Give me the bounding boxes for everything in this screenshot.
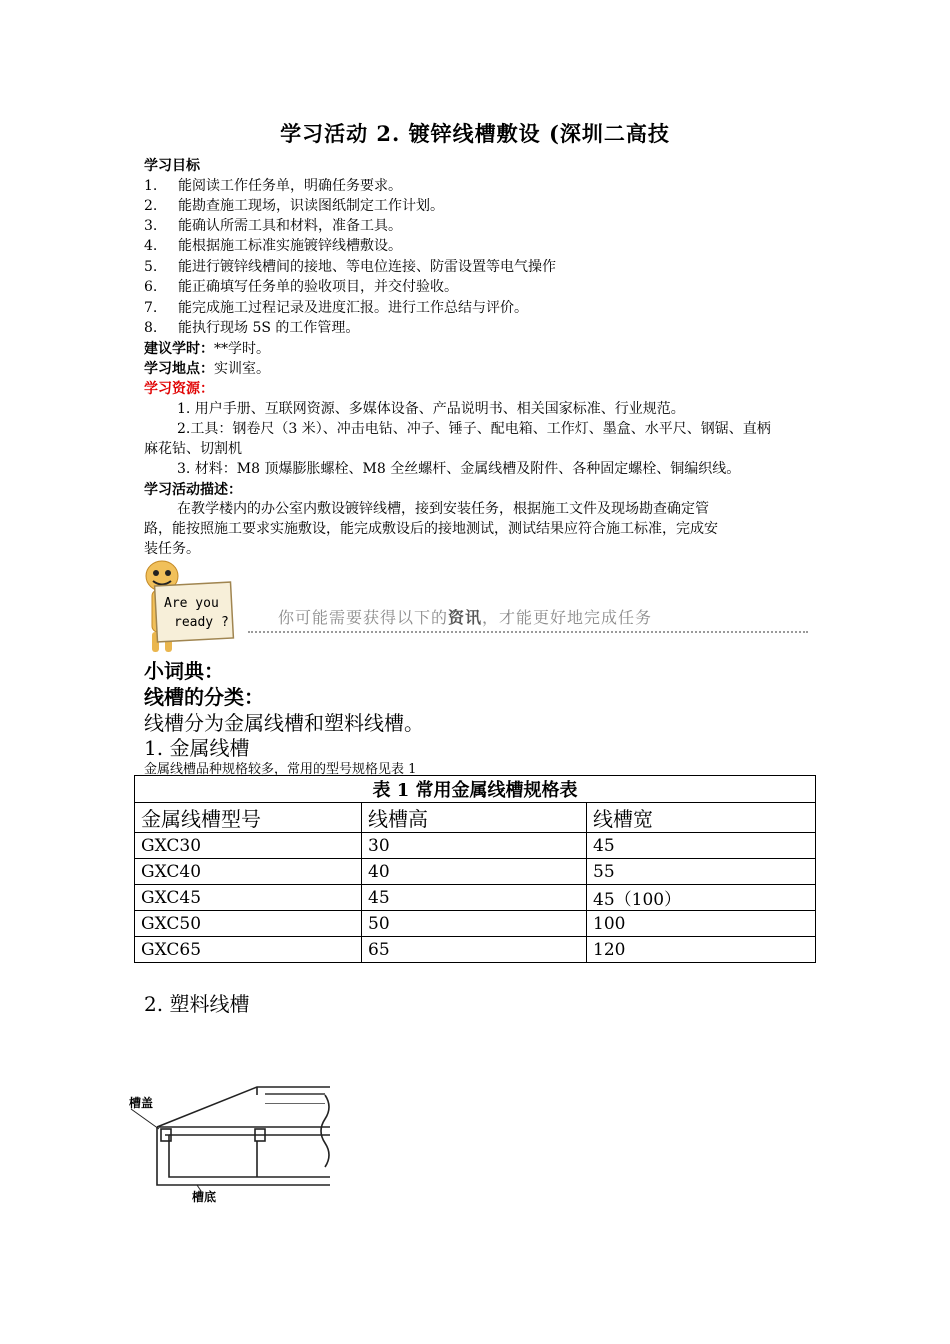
hours-value: **学时。 [214, 341, 270, 357]
item-number: 3. [144, 218, 158, 234]
table-cell: 100 [587, 911, 816, 937]
sign-line-1: Are you [164, 596, 219, 611]
table-cell: GXC50 [135, 911, 362, 937]
item-number: 1. [144, 178, 158, 194]
item-number: 7. [144, 300, 158, 316]
list-item [144, 216, 402, 236]
banner-text-highlight: 资讯 [448, 608, 483, 627]
dictionary-heading: 小词典： [144, 659, 224, 683]
trunking-figure [125, 1085, 335, 1210]
page-title: 学习活动 2. 镀锌线槽敷设 (深圳二高技 [280, 121, 670, 146]
place-label: 学习地点： [144, 361, 214, 377]
activity-line-3: 装任务。 [144, 541, 200, 557]
resources-line-2: 2.工具：钢卷尺（3 米）、冲击电钻、冲子、锤子、配电箱、工作灯、墨盒、水平尺、钢锯、直柄 [177, 421, 771, 437]
suggested-hours [144, 339, 270, 359]
item-number: 2. [144, 198, 158, 214]
table-cell: GXC30 [135, 833, 362, 859]
list-item [144, 196, 444, 216]
resources-line-2-cont: 麻花钻、切割机 [144, 441, 242, 457]
goals-heading: 学习目标 [144, 158, 200, 174]
item-number: 4. [144, 238, 158, 254]
table-cell: 40 [362, 859, 587, 885]
list-item [144, 298, 528, 318]
table-cell: 55 [587, 859, 816, 885]
list-item [144, 257, 556, 277]
table-row [135, 911, 816, 937]
item-text: 能执行现场 5S 的工作管理。 [178, 320, 360, 336]
table-cell: 45 [587, 833, 816, 859]
activity-line-1: 在教学楼内的办公室内敷设镀锌线槽，接到安装任务，根据施工文件及现场勘查确定管 [177, 501, 709, 517]
metal-note: 金属线槽品种规格较多，常用的型号规格见表 1 [144, 762, 417, 777]
spec-table [134, 775, 816, 963]
classification-intro: 线槽分为金属线槽和塑料线槽。 [144, 711, 424, 735]
hours-label: 建议学时： [144, 341, 214, 357]
table-row [135, 937, 816, 963]
table-cell: 45（100） [587, 885, 816, 911]
table-header-row [135, 803, 816, 833]
item-text: 能勘查施工现场，识读图纸制定工作计划。 [178, 198, 444, 214]
list-item [144, 236, 402, 256]
resources-line-3: 3. 材料：M8 顶爆膨胀螺栓、M8 全丝螺杆、金属线槽及附件、各种固定螺栓、铜编织线。 [177, 461, 741, 477]
table-caption-row [135, 776, 816, 803]
table-row [135, 885, 816, 911]
column-header: 线槽高 [362, 803, 587, 833]
item-number: 8. [144, 320, 158, 336]
table-cell: 65 [362, 937, 587, 963]
banner-text-before: 你可能需要获得以下的 [278, 608, 449, 627]
banner-text [278, 605, 652, 628]
item-text: 能确认所需工具和材料，准备工具。 [178, 218, 402, 234]
column-header: 线槽宽 [587, 803, 816, 833]
item-number: 6. [144, 279, 158, 295]
activity-line-2: 路，能按照施工要求实施敷设，能完成敷设后的接地测试，测试结果应符合施工标准，完成安 [144, 521, 718, 537]
table-cell: 50 [362, 911, 587, 937]
activity-heading: 学习活动描述： [144, 482, 242, 498]
table-cell: 30 [362, 833, 587, 859]
sign-line-2: ready ? [174, 615, 229, 630]
resources-line-1: 1. 用户手册、互联网资源、多媒体设备、产品说明书、相关国家标准、行业规范。 [177, 401, 685, 417]
label-cover: 槽盖 [129, 1096, 154, 1110]
table-cell: 45 [362, 885, 587, 911]
table-row [135, 833, 816, 859]
table-cell: GXC65 [135, 937, 362, 963]
table-row [135, 859, 816, 885]
classification-heading: 线槽的分类： [144, 685, 264, 709]
banner-text-after: ，才能更好地完成任务 [482, 608, 653, 627]
ready-sign-text [164, 594, 229, 632]
item-number: 5. [144, 259, 158, 275]
table-cell: GXC40 [135, 859, 362, 885]
item-text: 能正确填写任务单的验收项目，并交付验收。 [178, 279, 458, 295]
place-value: 实训室。 [214, 361, 270, 377]
study-location [144, 359, 270, 379]
item-text: 能根据施工标准实施镀锌线槽敷设。 [178, 238, 402, 254]
resources-heading: 学习资源： [144, 381, 214, 397]
table-caption: 表 1 常用金属线槽规格表 [135, 776, 816, 803]
list-item [144, 318, 359, 338]
column-header: 金属线槽型号 [135, 803, 362, 833]
item-text: 能进行镀锌线槽间的接地、等电位连接、防雷设置等电气操作 [178, 259, 556, 275]
table-cell: 120 [587, 937, 816, 963]
label-base: 槽底 [192, 1190, 217, 1204]
list-item [144, 277, 458, 297]
table-cell: GXC45 [135, 885, 362, 911]
item-text: 能阅读工作任务单，明确任务要求。 [178, 178, 402, 194]
metal-heading: 1. 金属线槽 [144, 736, 250, 760]
plastic-heading: 2. 塑料线槽 [144, 992, 250, 1016]
item-text: 能完成施工过程记录及进度汇报。进行工作总结与评价。 [178, 300, 528, 316]
list-item [144, 176, 402, 196]
dotted-divider [248, 631, 808, 633]
